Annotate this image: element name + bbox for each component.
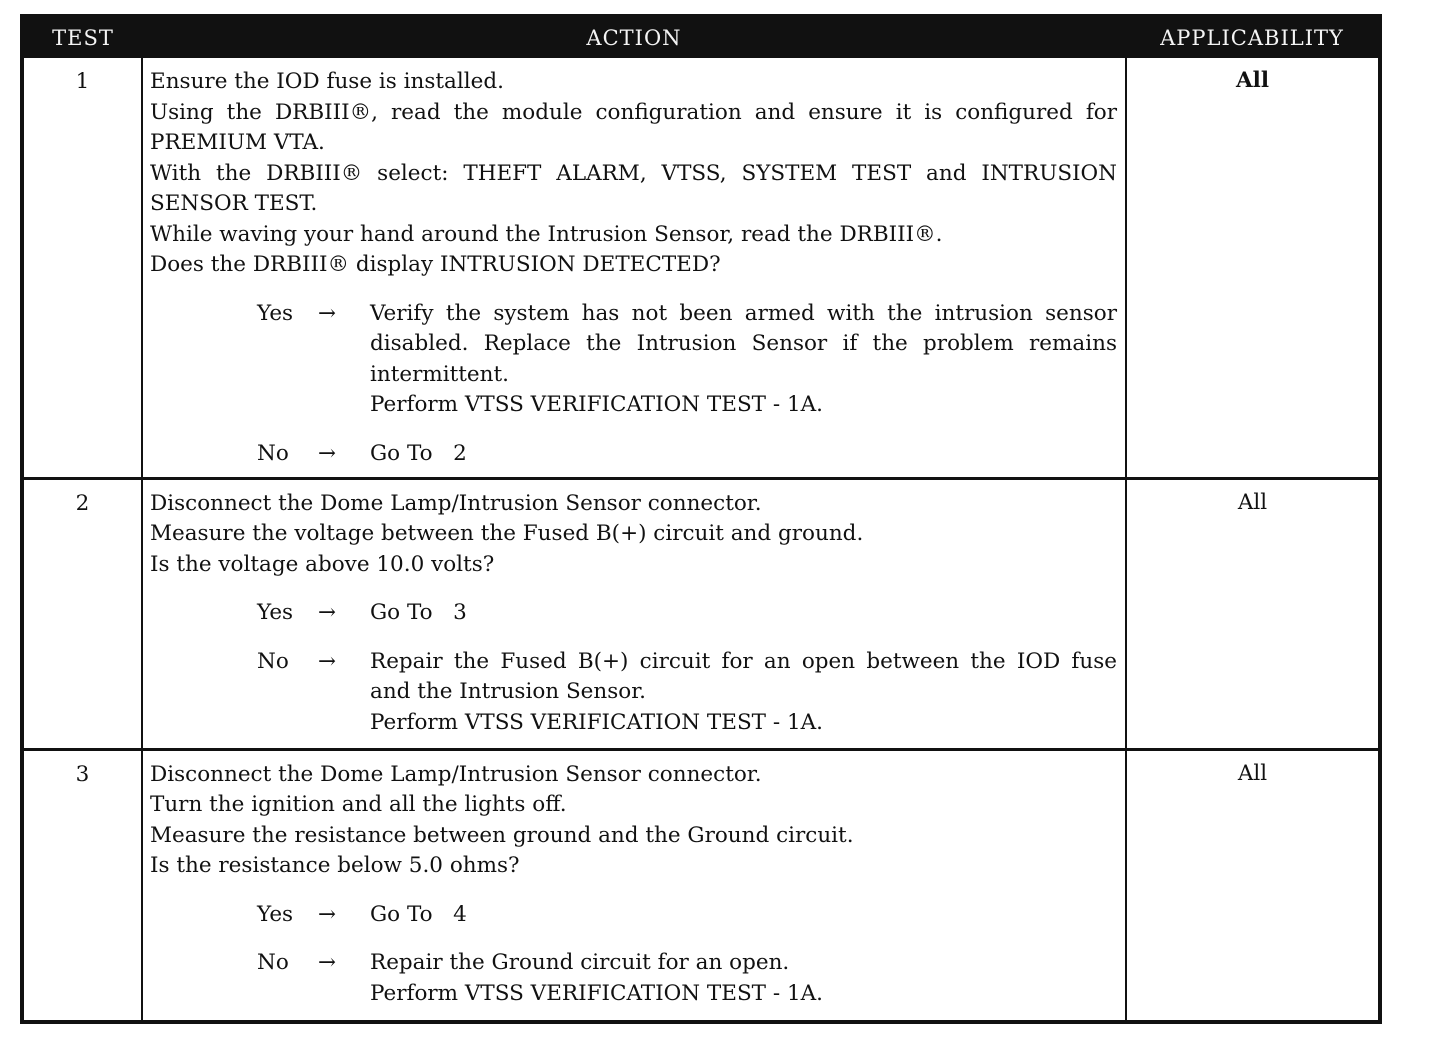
applicability-value: All (1237, 489, 1268, 515)
action-line: Measure the voltage between the Fused B(+) circuit and ground. (150, 521, 864, 546)
response-line: and the Intrusion Sensor. (370, 679, 646, 704)
applicability-value: All (1237, 760, 1268, 786)
action-line: Does the DRBIII® display INTRUSION DETECTED? (150, 252, 721, 277)
table-row (24, 478, 1378, 749)
action-line: With the DRBIII® select: THEFT ALARM, VTSS, SYSTEM TEST and INTRUSION (150, 160, 1117, 186)
response-no (150, 647, 1117, 739)
response-label: No (257, 950, 289, 975)
table-header-row (24, 18, 1378, 58)
test-number: 3 (24, 749, 142, 1020)
arrow-icon: → (318, 950, 337, 975)
arrow-icon: → (318, 600, 337, 625)
test-number: 2 (24, 478, 142, 749)
header-test: TEST (24, 18, 142, 58)
action-line: Turn the ignition and all the lights off. (150, 792, 567, 817)
diagnostic-table-frame (20, 14, 1382, 1024)
action-line: Ensure the IOD fuse is installed. (150, 69, 504, 94)
action-line: Using the DRBIII®, read the module configuration and ensure it is configured for (150, 99, 1117, 125)
response-label: No (257, 648, 289, 674)
response-label: Yes (257, 901, 294, 927)
action-line: SENSOR TEST. (150, 191, 318, 216)
arrow-icon: → (318, 440, 337, 466)
table-row (24, 749, 1378, 1020)
action-line: Is the voltage above 10.0 volts? (150, 551, 495, 577)
response-line: Repair the Ground circuit for an open. (370, 950, 790, 975)
header-action: ACTION (142, 18, 1126, 58)
action-cell (142, 58, 1126, 478)
response-label: Yes (257, 300, 294, 326)
response-line: Repair the Fused B(+) circuit for an open between the IOD fuse (370, 648, 1117, 674)
response-line: intermittent. (370, 361, 509, 387)
response-line: Perform VTSS VERIFICATION TEST - 1A. (370, 392, 823, 417)
action-line: Disconnect the Dome Lamp/Intrusion Sensor connector. (150, 490, 762, 516)
response-no (150, 439, 1117, 470)
response-line: Go To 4 (370, 901, 467, 927)
response-yes (150, 299, 1117, 421)
action-cell (142, 478, 1126, 749)
response-line: disabled. Replace the Intrusion Sensor if the problem remains (370, 331, 1117, 356)
applicability-value: All (1235, 68, 1270, 93)
response-line: Perform VTSS VERIFICATION TEST - 1A. (370, 980, 823, 1006)
action-line: Measure the resistance between ground and the Ground circuit. (150, 822, 854, 848)
arrow-icon: → (318, 901, 337, 927)
response-yes (150, 598, 1117, 629)
action-line: PREMIUM VTA. (150, 130, 325, 155)
response-yes (150, 900, 1117, 931)
test-number: 1 (24, 58, 142, 478)
response-line: Verify the system has not been armed with the intrusion sensor (370, 300, 1117, 326)
header-applicability: APPLICABILITY (1126, 18, 1378, 58)
response-line: Go To 2 (370, 440, 467, 466)
table-row (24, 58, 1378, 478)
action-line: While waving your hand around the Intrusion Sensor, read the DRBIII®. (150, 221, 943, 247)
response-label: No (257, 440, 289, 466)
action-line: Disconnect the Dome Lamp/Intrusion Sensor connector. (150, 761, 762, 787)
action-cell (142, 749, 1126, 1020)
response-no (150, 948, 1117, 1009)
response-line: Perform VTSS VERIFICATION TEST - 1A. (370, 709, 823, 735)
diagnostic-table (24, 18, 1378, 1020)
arrow-icon: → (318, 300, 337, 326)
response-label: Yes (257, 600, 294, 625)
arrow-icon: → (318, 648, 337, 674)
response-line: Go To 3 (370, 600, 467, 625)
action-line: Is the resistance below 5.0 ohms? (150, 853, 520, 878)
